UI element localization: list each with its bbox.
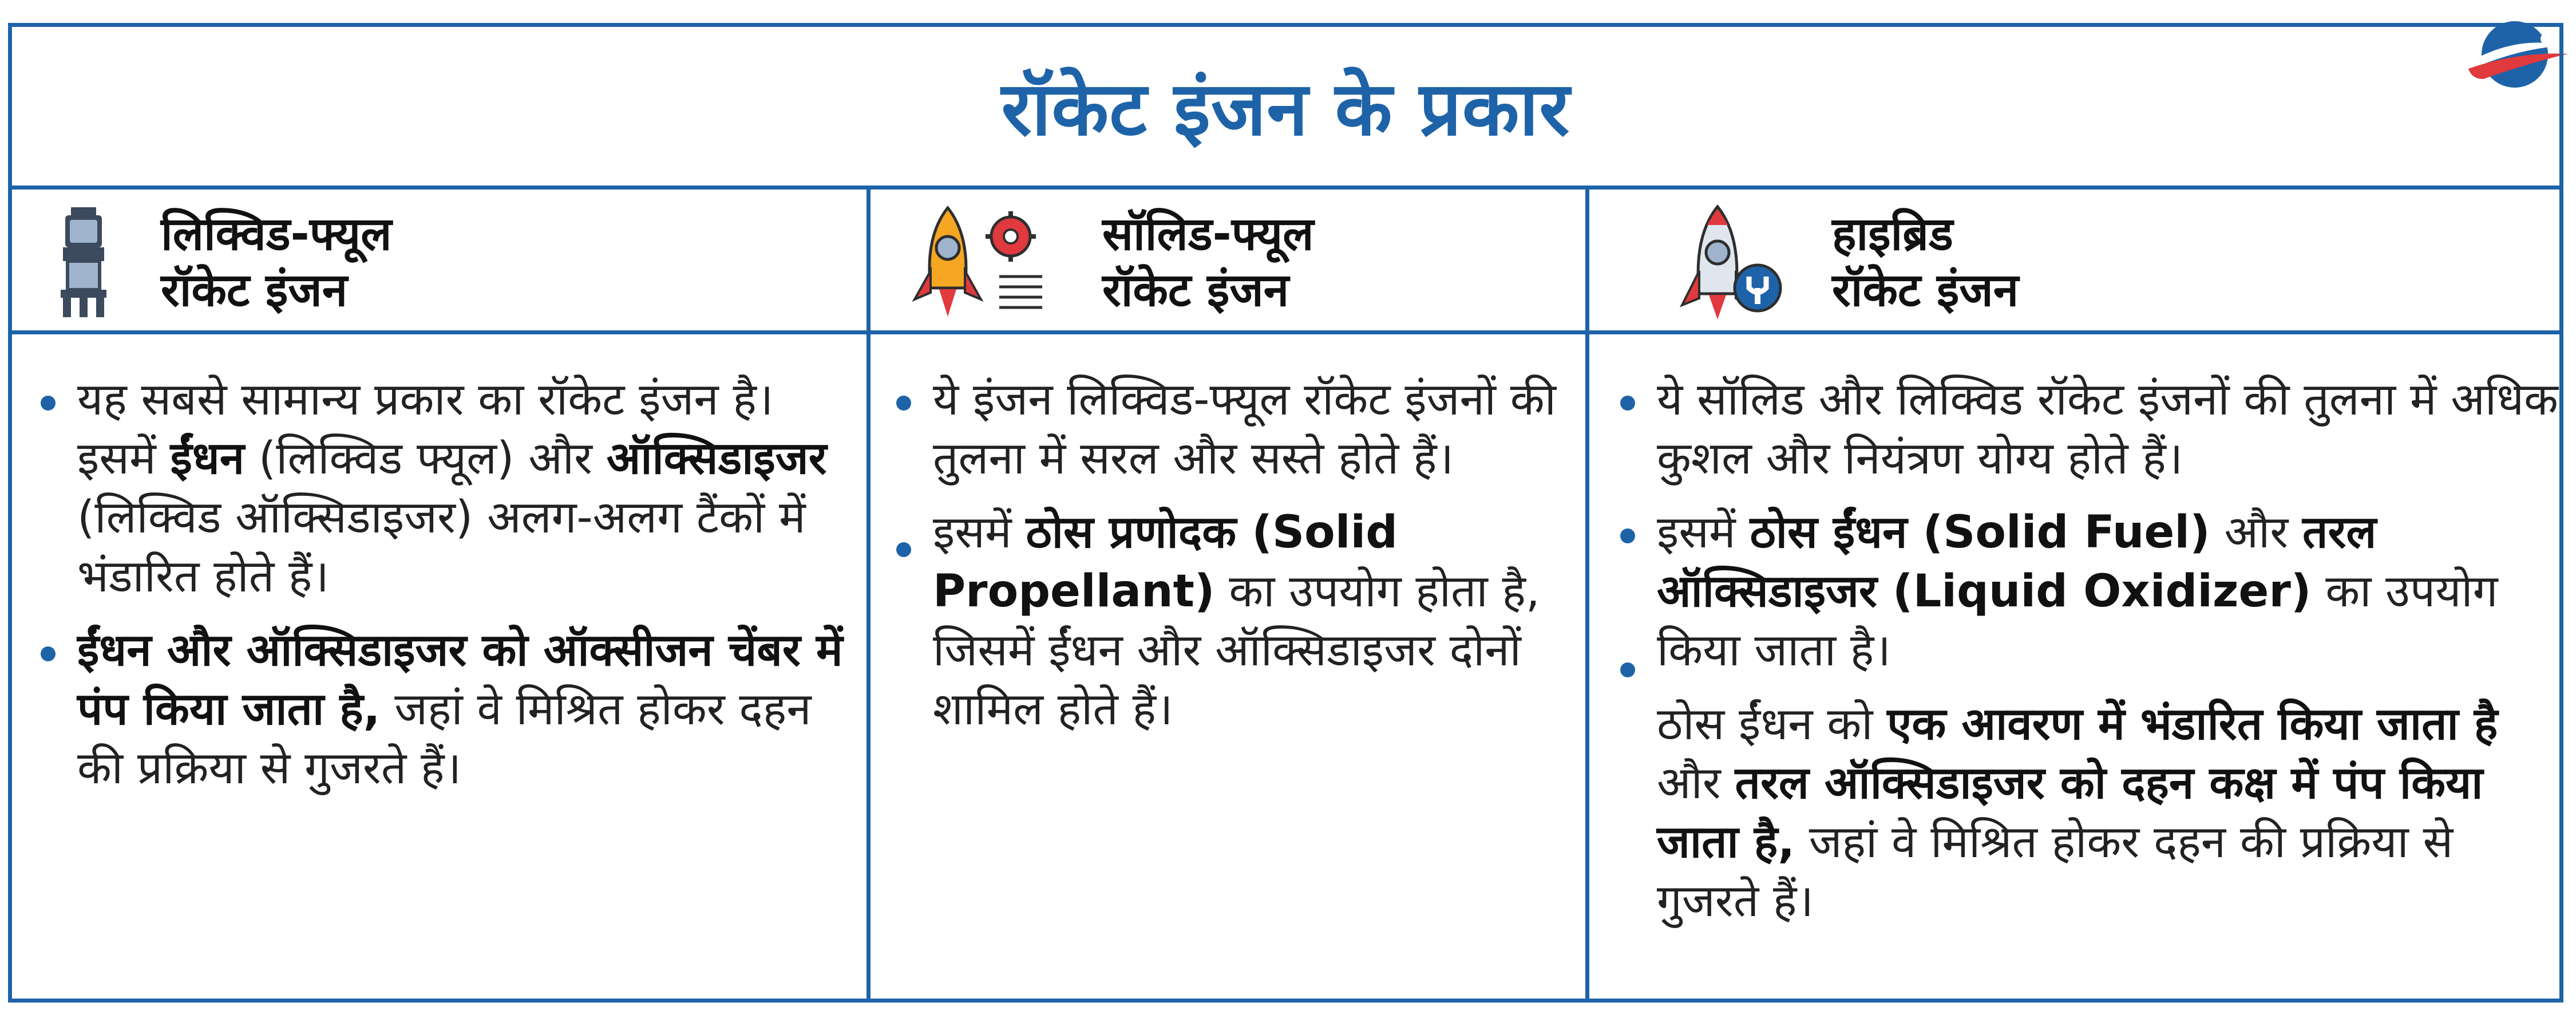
list-item: इसमें ठोस प्रणोदक (Solid Propellant) का उपयोग होता है, जिसमें ईंधन और ऑक्सिडाइजर दोनों शामिल होते हैं। (933, 507, 1540, 735)
header-divider (12, 330, 2559, 334)
list-item: ठोस ईंधन को एक आवरण में भंडारित किया जाता है और तरल ऑक्सिडाइजर को दहन कक्ष में पंप किया जाता है, जहां वे मिश्रित होकर दहन की प्रक्रिया से गुजरते हैं। (1657, 699, 2498, 927)
column-title: लिक्विड-फ्यूल रॉकेट इंजन (161, 207, 392, 317)
column-title: सॉलिड-फ्यूल रॉकेट इंजन (1102, 207, 1314, 317)
column-header-liquid (46, 194, 391, 330)
list-item: ईंधन और ऑक्सिडाइजर को ऑक्सीजन चेंबर में पंप किया जाता है, जहां वे मिश्रित होकर दहन की प्रक्रिया से गुजरते हैं। (41, 621, 853, 798)
column-header-hybrid (1672, 194, 2019, 330)
column-divider (1585, 190, 1589, 999)
list-item: यह सबसे सामान्य प्रकार का रॉकेट इंजन है। इसमें ईंधन (लिक्विड फ्यूल) और ऑक्सिडाइजर (लिक्विड ऑक्सिडाइजर) अलग-अलग टैंकों में भंडारित होते हैं। (41, 370, 853, 606)
diagram-frame (8, 23, 2563, 1003)
list-item: ये इंजन लिक्विड-फ्यूल रॉकेट इंजनों की तुलना में सरल और सस्ते होते हैं। (896, 370, 1572, 488)
column-title: हाइब्रिड रॉकेट इंजन (1832, 207, 2019, 317)
title-row (12, 27, 2559, 190)
list-item: ये सॉलिड और लिक्विड रॉकेट इंजनों की तुलना में अधिक कुशल और नियंत्रण योग्य होते हैं। (1620, 370, 2559, 488)
liquid-fuel-tank-icon (46, 202, 121, 322)
column-header-solid (905, 194, 1313, 330)
rocket-gear-icon (905, 202, 1054, 322)
bullet-dot (1620, 662, 1635, 677)
bullet-dot (896, 542, 911, 557)
column-body-hybrid (1620, 370, 2559, 946)
list-item: इसमें ठोस ईंधन (Solid Fuel) और तरल ऑक्सिडाइजर (Liquid Oxidizer) का उपयोग किया जाता है। (1620, 503, 2559, 680)
column-divider (866, 190, 870, 999)
page-title: रॉकेट इंजन के प्रकार (1001, 65, 1570, 152)
column-body-solid (896, 370, 1572, 754)
column-body-liquid (41, 370, 853, 813)
rocket-wrench-icon (1672, 202, 1786, 322)
